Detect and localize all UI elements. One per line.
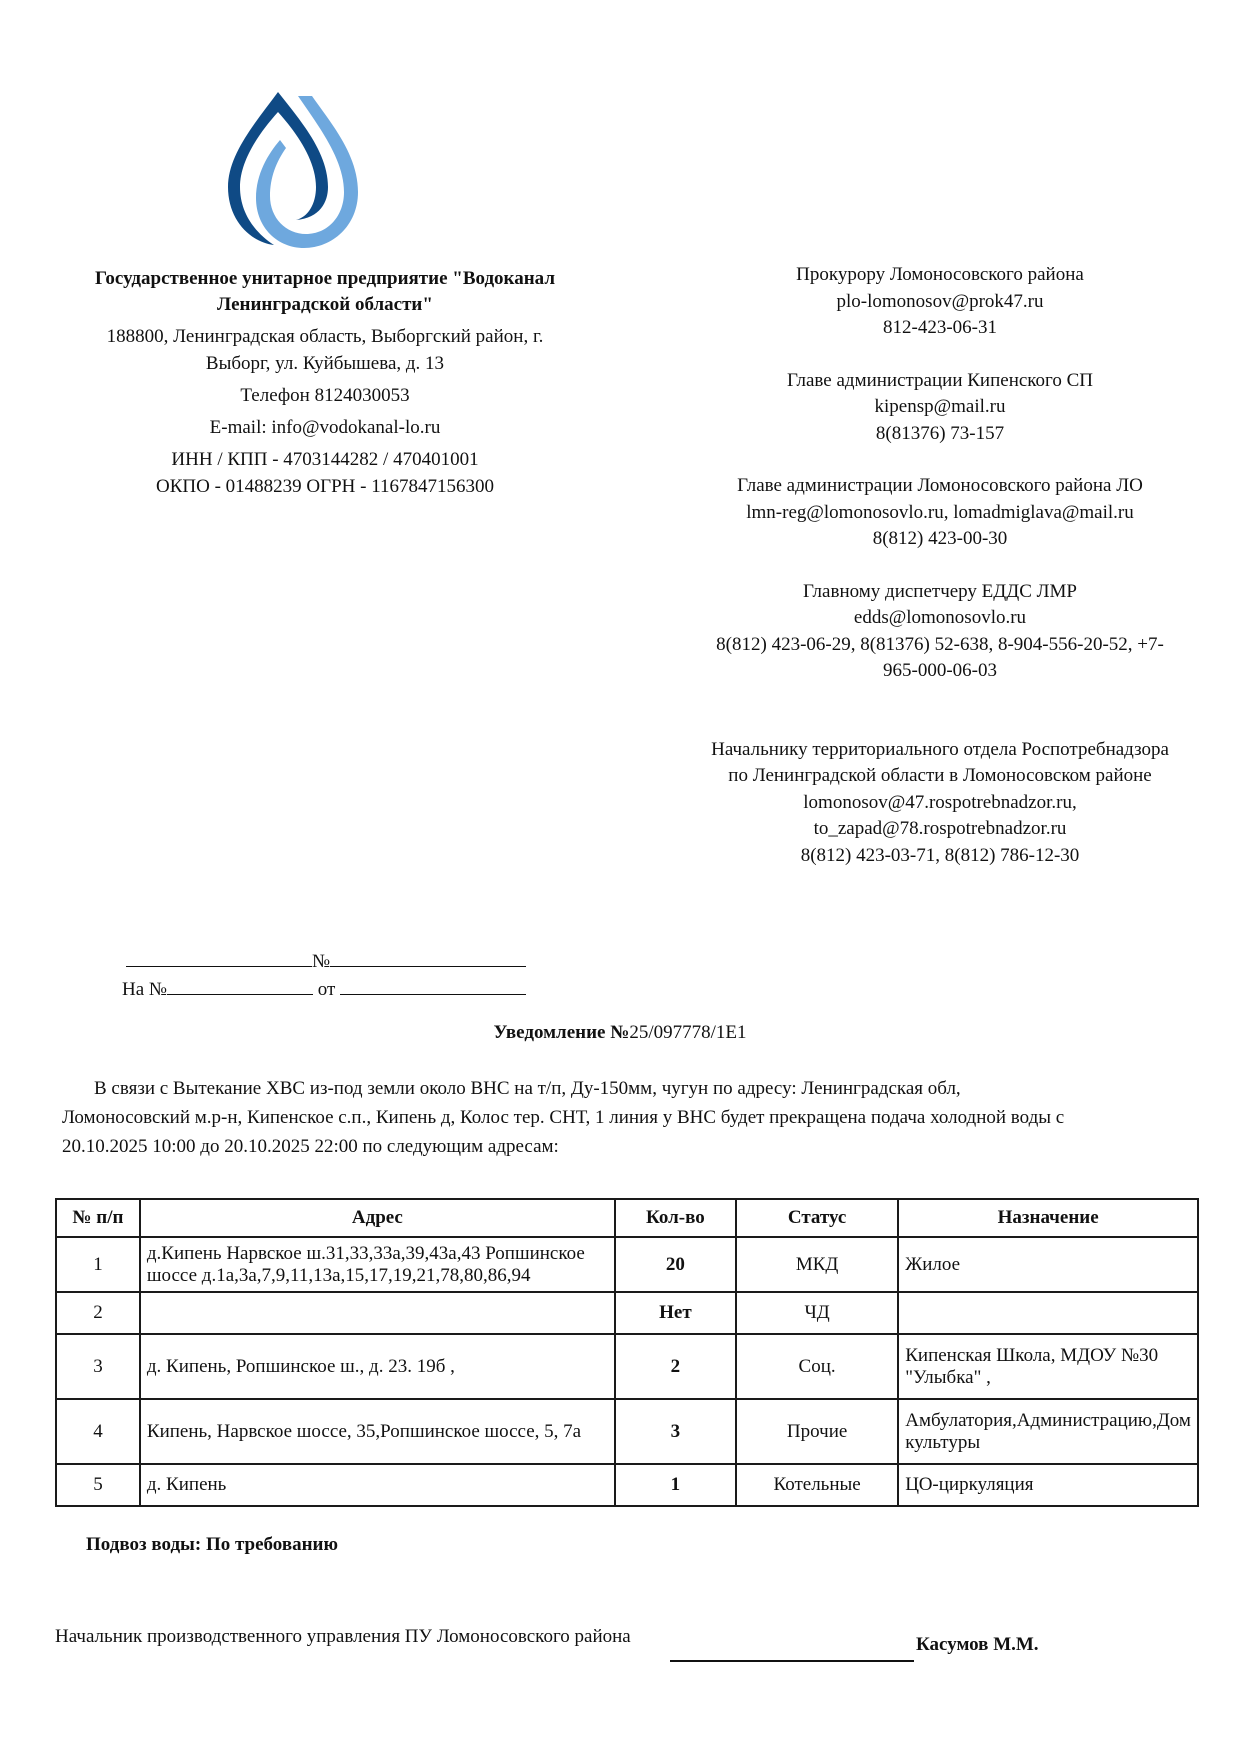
addresses-table: [55, 1198, 1199, 1507]
recipient-phone: 812-423-06-31: [883, 317, 997, 338]
notice-title-label: Уведомление №: [493, 1022, 630, 1043]
reply-prefix: На №: [122, 979, 168, 1000]
recipient-phone: 8(81376) 73-157: [875, 422, 1005, 444]
recipient-rospotrebnadzor: [680, 737, 1200, 870]
notice-number: 25/097778/1E1: [629, 1022, 747, 1043]
cell-purpose: ЦО-циркуляция: [898, 1464, 1198, 1506]
recipient-email: kipensp@mail.ru: [874, 396, 1006, 417]
cell-address: д. Кипень, Ропшинское ш., д. 23. 19б ,: [140, 1334, 615, 1399]
water-drop-logo-icon: [226, 92, 366, 252]
recipient-phone: 8(812) 423-06-29, 8(81376) 52-638, 8-904-556-20-52, +7-: [716, 633, 1164, 655]
organization-name-line2: Ленинградской области": [217, 294, 433, 315]
cell-count: 20: [615, 1237, 736, 1292]
organization-block: [60, 266, 590, 500]
table-row: [56, 1399, 1198, 1464]
recipient-lomonosov-admin: [680, 473, 1200, 553]
organization-address-line1: 188800, Ленинградская область, Выборгский район, г.: [106, 326, 544, 347]
column-header-purpose: Назначение: [898, 1199, 1198, 1237]
cell-purpose: Жилое: [898, 1237, 1198, 1292]
cell-number: 5: [56, 1464, 140, 1506]
from-label: от: [317, 979, 336, 1000]
recipient-title: Начальнику территориального отдела Роспотребнадзора: [711, 738, 1169, 760]
water-delivery-note: Подвоз воды: По требованию: [86, 1534, 339, 1555]
table-header-row: [56, 1199, 1198, 1237]
cell-number: 4: [56, 1399, 140, 1464]
intro-line-1: В связи с Вытекание ХВС из-под земли около ВНС на т/п, Ду-150мм, чугун по адресу: Ленинградская обл,: [94, 1078, 961, 1099]
recipient-phone-cont: 965-000-06-03: [883, 660, 997, 681]
organization-inn-kpp: ИНН / КПП - 4703144282 / 470401001: [171, 449, 479, 470]
cell-count: 3: [615, 1399, 736, 1464]
cell-count: 2: [615, 1334, 736, 1399]
signer-position: Начальник производственного управления ПУ Ломоносовского района: [55, 1626, 631, 1647]
cell-address: Кипень, Нарвское шоссе, 35,Ропшинское шоссе, 5, 7а: [140, 1399, 615, 1464]
cell-status: Котельные: [736, 1464, 898, 1506]
outgoing-date-field[interactable]: [126, 948, 312, 967]
cell-number: 2: [56, 1292, 140, 1334]
recipient-email: lmn-reg@lomonosovlo.ru, lomadmiglava@mail.ru: [746, 501, 1134, 523]
cell-count: 1: [615, 1464, 736, 1506]
organization-email: E-mail: info@vodokanal-lo.ru: [209, 417, 441, 438]
column-header-address: Адрес: [140, 1199, 615, 1237]
table-row: [56, 1237, 1198, 1292]
cell-address: д.Кипень Нарвское ш.31,33,33а,39,43а,43 Ропшинское шоссе д.1а,3а,7,9,11,13а,15,17,19,21,78,80,86,94: [140, 1237, 615, 1292]
notice-title: [0, 1022, 1240, 1044]
organization-okpo-ogrn: ОКПО - 01488239 ОГРН - 1167847156300: [155, 476, 495, 497]
cell-number: 3: [56, 1334, 140, 1399]
recipient-edds-dispatcher: [680, 579, 1200, 685]
intro-line-2: Ломоносовский м.р-н, Кипенское с.п., Кипень д, Колос тер. СНТ, 1 линия у ВНС будет прекращена подача холодной воды с: [62, 1107, 1065, 1128]
cell-status: Прочие: [736, 1399, 898, 1464]
cell-number: 1: [56, 1237, 140, 1292]
signer-name: Касумов М.М.: [916, 1634, 1039, 1655]
organization-address-line2: Выборг, ул. Куйбышева, д. 13: [205, 353, 445, 374]
signature-line[interactable]: [670, 1660, 914, 1662]
organization-phone: Телефон 8124030053: [240, 385, 410, 406]
cell-count: Нет: [615, 1292, 736, 1334]
reply-number-field[interactable]: [167, 976, 313, 995]
cell-purpose: [898, 1292, 1198, 1334]
notice-intro-paragraph: [62, 1074, 1192, 1161]
recipient-title: Прокурору Ломоносовского района: [796, 264, 1084, 285]
recipient-email: lomonosov@47.rospotrebnadzor.ru,: [803, 791, 1077, 813]
recipient-email-2: to_zapad@78.rospotrebnadzor.ru: [813, 818, 1067, 839]
cell-status: Соц.: [736, 1334, 898, 1399]
intro-line-3: 20.10.2025 10:00 до 20.10.2025 22:00 по следующим адресам:: [62, 1136, 559, 1157]
recipient-title-cont: по Ленинградской области в Ломоносовском районе: [728, 765, 1152, 786]
cell-address: [140, 1292, 615, 1334]
recipient-title: Главному диспетчеру ЕДДС ЛМР: [803, 580, 1077, 602]
recipient-phone: 8(812) 423-00-30: [872, 528, 1008, 549]
recipient-title: Главе администрации Ломоносовского района ЛО: [737, 475, 1143, 496]
cell-status: ЧД: [736, 1292, 898, 1334]
organization-name-line1: Государственное унитарное предприятие "Водоканал: [94, 268, 555, 289]
table-row: [56, 1464, 1198, 1506]
recipients-block: [680, 262, 1200, 895]
reply-date-field[interactable]: [340, 976, 526, 995]
cell-status: МКД: [736, 1237, 898, 1292]
recipient-title: Главе администрации Кипенского СП: [786, 369, 1094, 391]
recipient-phone: 8(812) 423-03-71, 8(812) 786-12-30: [800, 844, 1080, 866]
table-row: [56, 1292, 1198, 1334]
table-row: [56, 1334, 1198, 1399]
recipient-prosecutor: [680, 262, 1200, 342]
cell-purpose: Амбулатория,Администрацию,Дом культуры: [898, 1399, 1198, 1464]
outgoing-number-field[interactable]: [330, 948, 526, 967]
column-header-number: № п/п: [56, 1199, 140, 1237]
registration-number-line: [126, 948, 526, 976]
recipient-email: plo-lomonosov@prok47.ru: [836, 290, 1044, 312]
column-header-count: Кол-во: [615, 1199, 736, 1237]
recipient-kipen-admin: [680, 368, 1200, 448]
number-sign: №: [312, 951, 331, 972]
column-header-status: Статус: [736, 1199, 898, 1237]
recipient-email: edds@lomonosovlo.ru: [853, 607, 1027, 628]
cell-address: д. Кипень: [140, 1464, 615, 1506]
reply-reference-line: [122, 976, 526, 1004]
cell-purpose: Кипенская Школа, МДОУ №30 "Улыбка" ,: [898, 1334, 1198, 1399]
